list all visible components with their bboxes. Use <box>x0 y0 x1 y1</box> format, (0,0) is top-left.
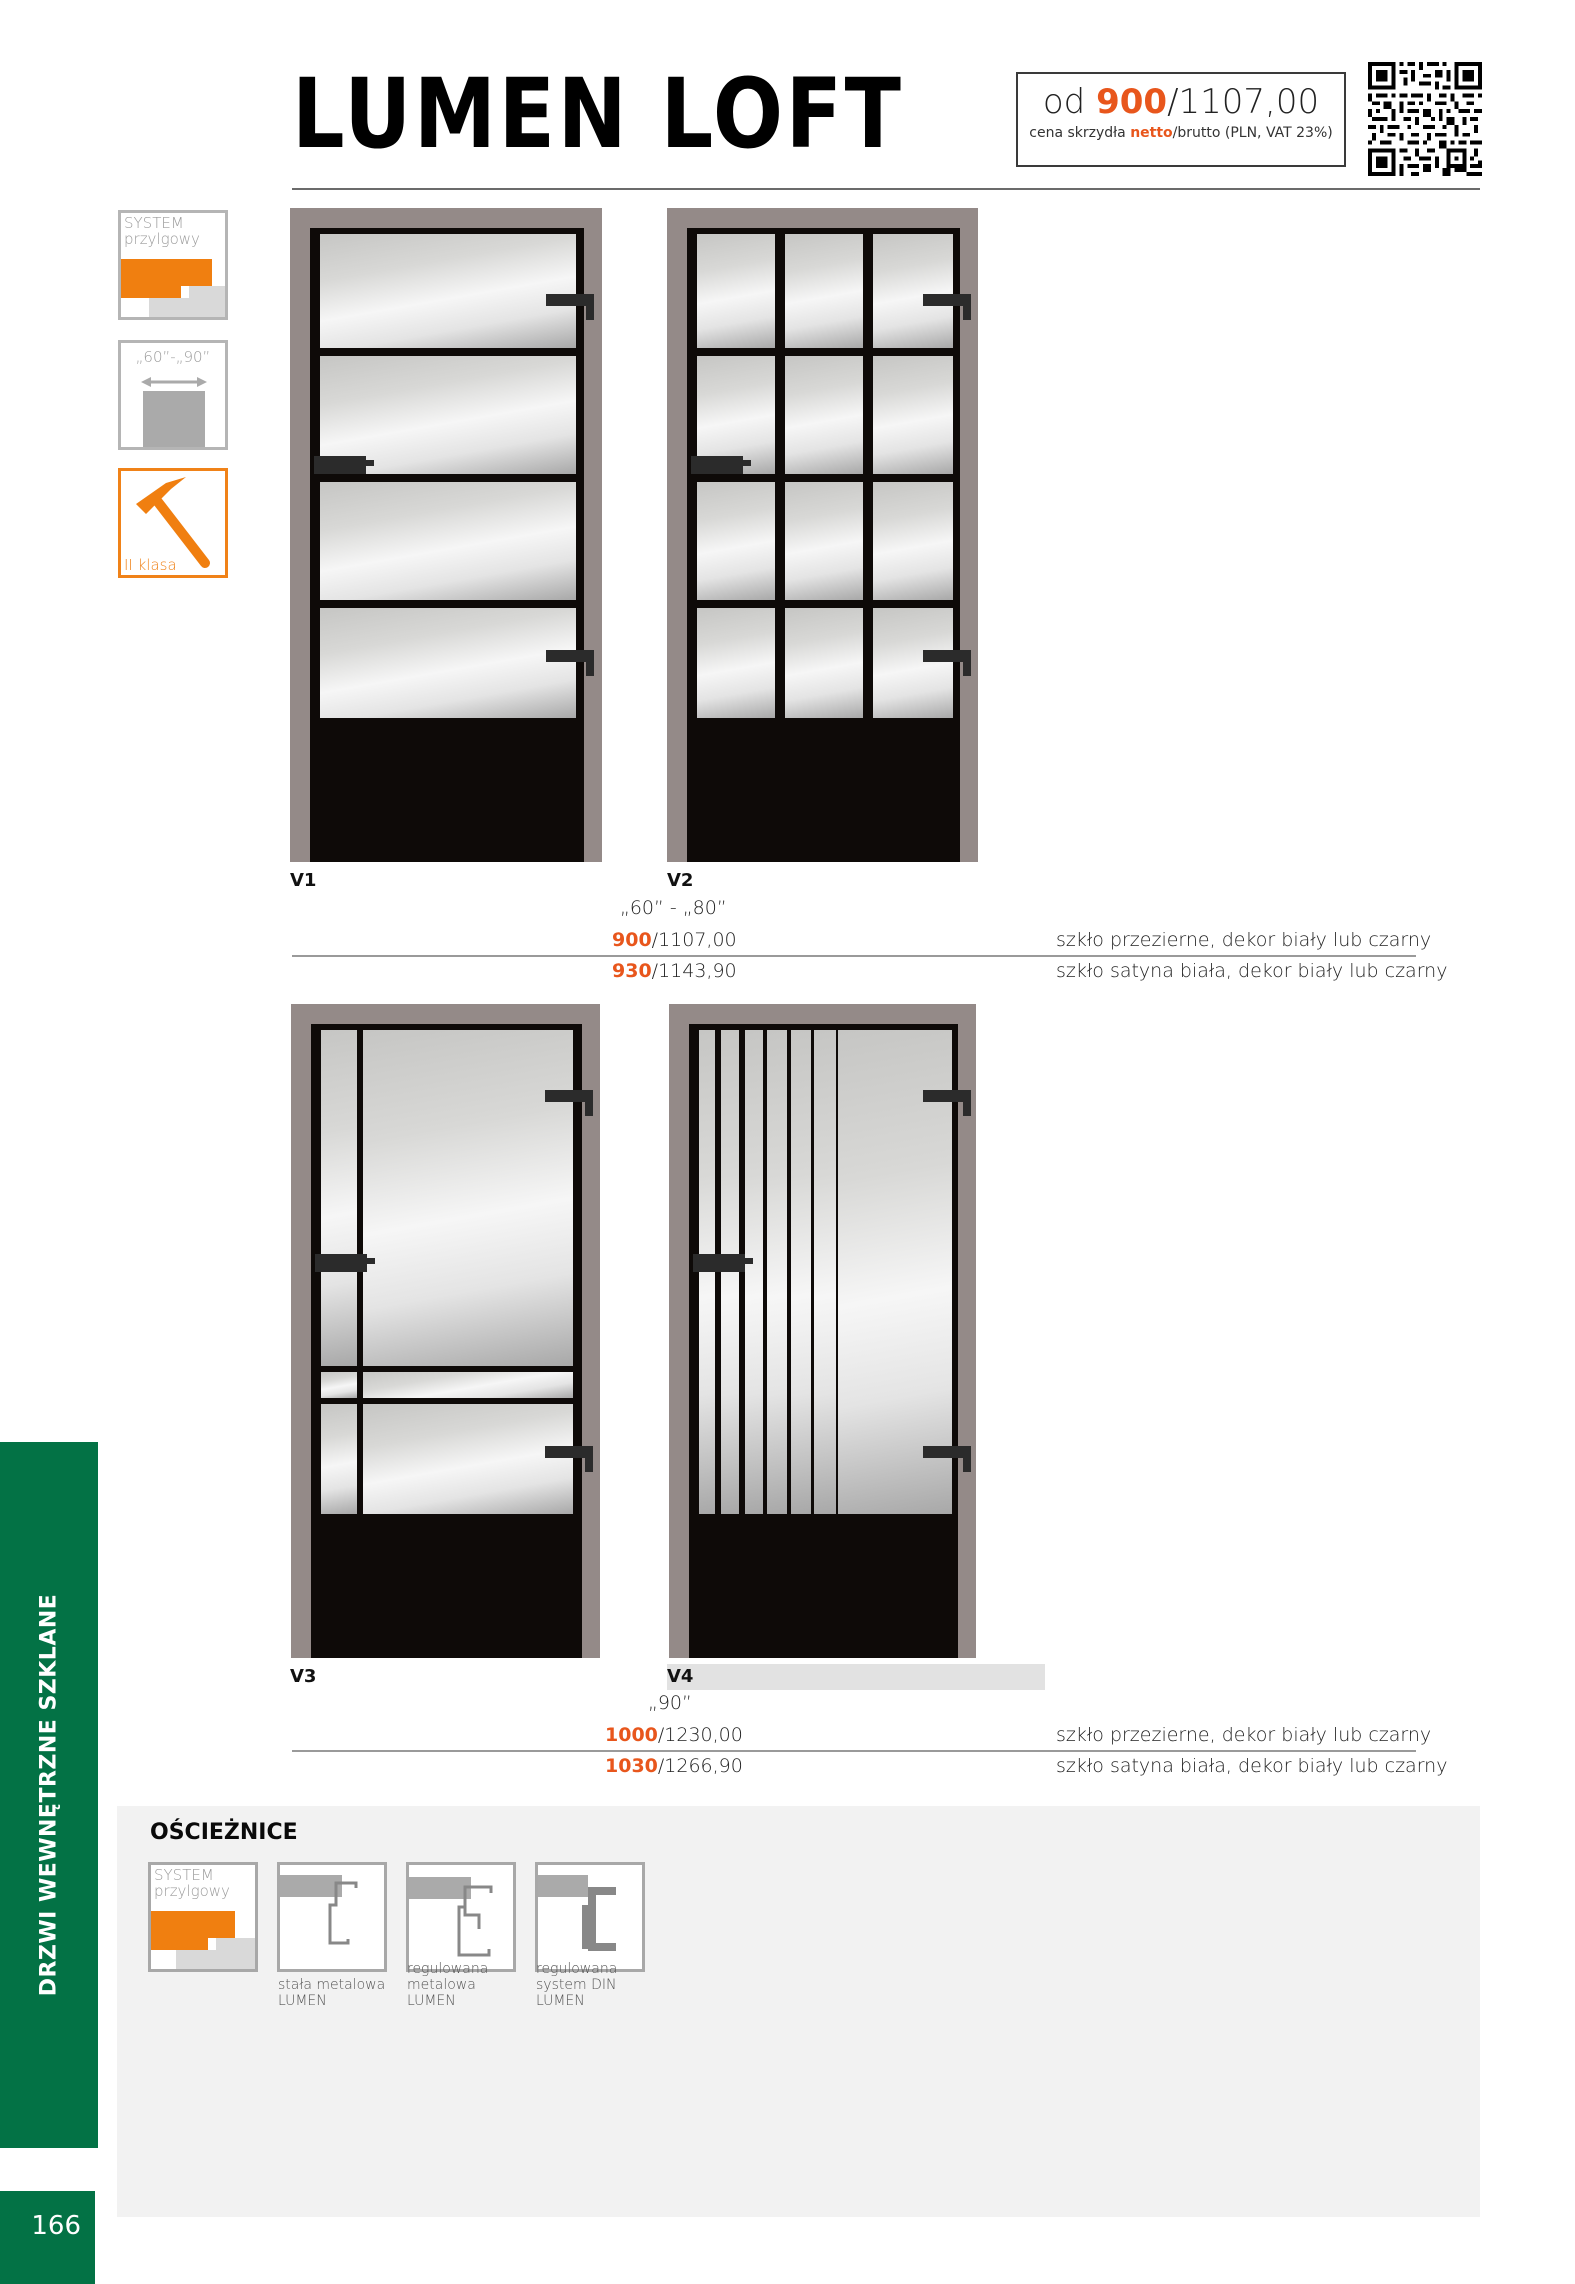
rebate-system-icon <box>151 1865 255 1969</box>
hinge-icon <box>545 1446 587 1458</box>
header-divider <box>292 188 1480 190</box>
fixed-metal-frame-icon <box>280 1865 384 1969</box>
frame-system-label: SYSTEM przylgowy <box>154 1866 230 1900</box>
caption-netto: netto <box>1130 125 1173 142</box>
feature-label: II klasa <box>124 556 177 574</box>
frame-fixed-metal[interactable] <box>277 1862 387 1972</box>
page-number-box <box>0 2191 95 2284</box>
price-row-description: szkło przezierne, dekor biały lub czarny <box>1056 929 1432 951</box>
door-image-v3[interactable] <box>291 1004 600 1658</box>
price-row-description: szkło satyna biała, dekor biały lub czarny <box>1056 1755 1448 1777</box>
frame-adjustable-din[interactable] <box>535 1862 645 1972</box>
variant-label-v1: V1 <box>290 870 317 891</box>
rebate-system-icon <box>121 213 225 317</box>
feature-door-width <box>118 340 228 450</box>
starting-price <box>1018 84 1344 121</box>
page-number: 166 <box>31 2211 81 2241</box>
caption-prefix: cena skrzydła <box>1029 125 1126 142</box>
qr-code-icon[interactable] <box>1368 62 1482 176</box>
variant-label-v2: V2 <box>667 870 694 891</box>
door-image-v2[interactable] <box>667 208 978 862</box>
handle-icon <box>314 456 366 474</box>
feature-quality-class <box>118 468 228 578</box>
caption-suffix: /brutto (PLN, VAT 23%) <box>1172 125 1333 142</box>
hinge-icon <box>546 650 588 662</box>
variant-label-v3: V3 <box>290 1666 317 1687</box>
feature-rebate-system <box>118 210 228 320</box>
hinge-icon <box>923 294 965 306</box>
hinge-icon <box>923 650 965 662</box>
adjustable-din-frame-icon <box>538 1865 642 1969</box>
hinge-icon <box>545 1090 587 1102</box>
hinge-icon <box>923 1090 965 1102</box>
price-row-description: szkło satyna biała, dekor biały lub czarny <box>1056 960 1448 982</box>
price-gross: /1107,00 <box>1167 82 1320 122</box>
price-caption <box>1018 125 1344 141</box>
hinge-icon <box>546 294 588 306</box>
size-range-label: „90” <box>648 1692 692 1714</box>
variant-band <box>667 1664 1045 1690</box>
price-row-satin-glass: 930/1143,90 <box>612 960 737 982</box>
size-range-label: „60” - „80” <box>620 897 727 919</box>
handle-icon <box>315 1254 367 1272</box>
row-divider <box>292 1750 1416 1752</box>
page-title: LUMEN LOFT <box>292 58 904 170</box>
price-prefix: od <box>1042 82 1086 122</box>
adjustable-metal-frame-icon <box>409 1865 513 1969</box>
frame-system-rebate <box>148 1862 258 1972</box>
door-width-icon <box>121 343 225 447</box>
price-row-clear-glass: 1000/1230,00 <box>605 1724 743 1746</box>
handle-icon <box>693 1254 745 1272</box>
door-image-v1[interactable] <box>290 208 602 862</box>
feature-label: „60”-„90” <box>135 348 211 366</box>
price-row-description: szkło przezierne, dekor biały lub czarny <box>1056 1724 1432 1746</box>
feature-label: SYSTEM przylgowy <box>124 214 200 248</box>
price-row-clear-glass: 900/1107,00 <box>612 929 737 951</box>
price-net: 900 <box>1096 82 1168 122</box>
row-divider <box>292 955 1416 957</box>
handle-icon <box>691 456 743 474</box>
price-row-satin-glass: 1030/1266,90 <box>605 1755 743 1777</box>
frame-adjustable-metal[interactable] <box>406 1862 516 1972</box>
variant-label-v4: V4 <box>667 1666 694 1687</box>
section-tab-label: DRZWI WEWNĘTRZNE SZKLANE <box>36 1593 62 1997</box>
price-box <box>1016 72 1346 167</box>
door-image-v4[interactable] <box>669 1004 976 1658</box>
frame-caption: stała metalowa LUMEN <box>278 1977 386 2009</box>
frame-caption: regulowana metalowa LUMEN <box>407 1961 489 2009</box>
section-tab <box>0 1442 98 2148</box>
hinge-icon <box>923 1446 965 1458</box>
frame-caption: regulowana system DIN LUMEN <box>536 1961 618 2009</box>
frames-title: OŚCIEŻNICE <box>150 1820 298 1845</box>
